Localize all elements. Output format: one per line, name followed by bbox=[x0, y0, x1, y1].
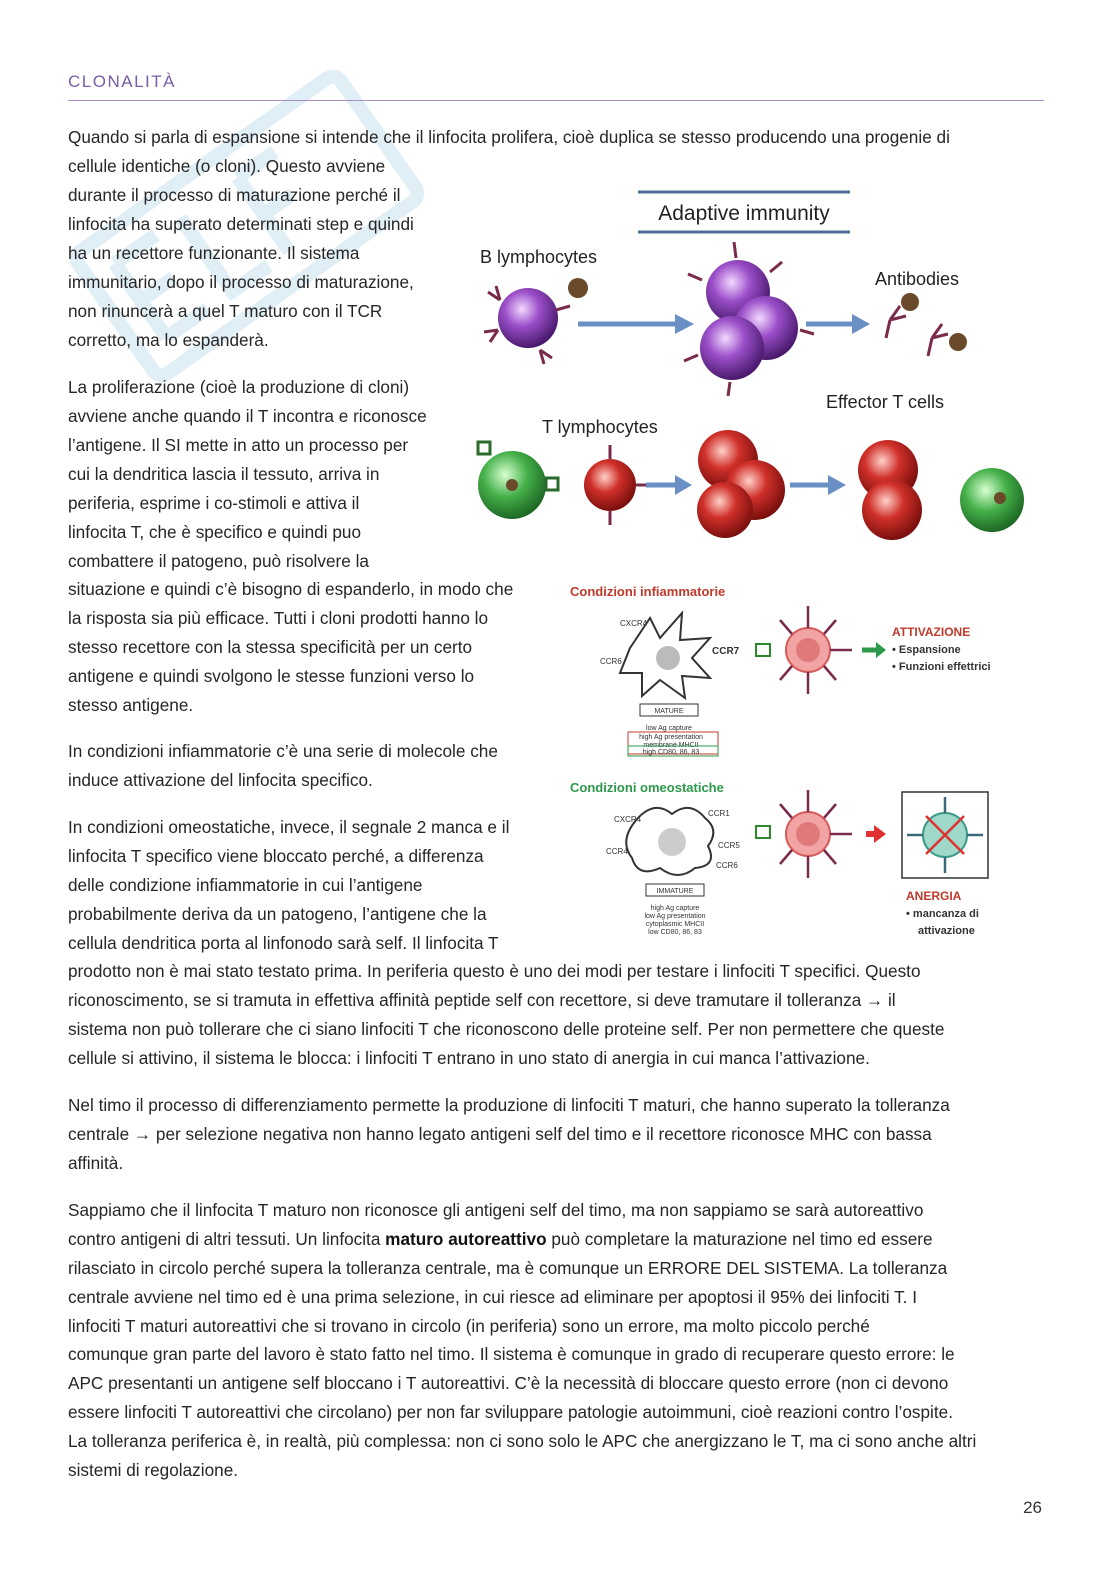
t-cell-clones bbox=[697, 430, 785, 538]
arrow-icon bbox=[790, 475, 846, 495]
text-line: prodotto non è mai stato testato prima. In periferia questo è uno dei modi per testare i linfociti T specifici. Questo bbox=[68, 961, 921, 981]
conditions-figure bbox=[560, 578, 1030, 950]
t-lymphocytes-label: T lymphocytes bbox=[542, 417, 658, 437]
text-line: linfocita ha superato determinati step e quindi bbox=[68, 214, 414, 234]
bullet-text: attivazione bbox=[918, 925, 975, 937]
anergic-t-cell bbox=[902, 792, 988, 878]
text-line: ha un recettore funzionante. Il sistema bbox=[68, 243, 360, 263]
text-line: delle condizione infiammatorie in cui l’antigene bbox=[68, 875, 423, 895]
text-line: cellule identiche (o cloni). Questo avviene bbox=[68, 156, 386, 176]
text-line: non rinuncerà a quel T maturo con il TCR bbox=[68, 301, 383, 321]
text-line bbox=[68, 1225, 933, 1254]
anergia-label: ANERGIA bbox=[906, 889, 962, 903]
text-line: antigene e quindi svolgono le stesse funzioni verso lo bbox=[68, 666, 475, 686]
text-line: centrale avviene nel timo ed è una prima selezione, in cui riesce ad eliminare per apoptosi il 95% dei linfociti T. I bbox=[68, 1287, 918, 1307]
text-line: linfocita T specifico viene bloccato perché, a differenza bbox=[68, 846, 484, 866]
text-line: stesso recettore con la stessa specificità per un certo bbox=[68, 637, 473, 657]
t-cell bbox=[584, 445, 650, 525]
text-line: In condizioni infiammatorie c’è una serie di molecole che bbox=[68, 741, 498, 761]
text-line: APC presentanti un antigene self bloccano i T autoreattivi. C’è la necessità di bloccare questo errore (non ci devono bbox=[68, 1373, 949, 1393]
text-line: stesso antigene. bbox=[68, 695, 194, 715]
attivazione-label: ATTIVAZIONE bbox=[892, 625, 971, 639]
info-line: high CD80, 86, 83 bbox=[642, 749, 700, 756]
arrow-icon bbox=[646, 475, 692, 495]
info-line: low CD80, 86, 83 bbox=[648, 929, 702, 936]
text-line: probabilmente deriva da un patogeno, l’antigene che la bbox=[68, 904, 487, 924]
text-line: Quando si parla di espansione si intende che il linfocita prolifera, cioè duplica se stesso producendo una progenie di bbox=[68, 127, 950, 147]
bullet-item: • Espansione bbox=[892, 644, 961, 656]
antibodies bbox=[886, 293, 967, 356]
receptor-label: CCR4 bbox=[606, 847, 628, 856]
text-line: comunque gran parte del lavoro è stato fatto nel timo. Il sistema è comunque in grado di recuperare questo errore: le bbox=[68, 1344, 955, 1364]
effector-t-cells bbox=[858, 440, 922, 540]
infiammatorie-title: Condizioni infiammatorie bbox=[570, 584, 726, 599]
text-line: Nel timo il processo di differenziamento permette la produzione di linfociti T maturi, che hanno superato la tolleranza bbox=[68, 1095, 950, 1115]
arrow-icon bbox=[578, 314, 694, 334]
text-line: induce attivazione del linfocita specifico. bbox=[68, 770, 373, 790]
dendritic-cell bbox=[478, 442, 558, 519]
receptor-label: CCR1 bbox=[708, 809, 730, 818]
mature-info-box bbox=[628, 704, 718, 756]
text-span: può completare la maturazione nel timo ed essere bbox=[546, 1229, 933, 1249]
text-line: periferia, esprime i co-stimoli e attiva il bbox=[68, 493, 360, 513]
effector-t-label: Effector T cells bbox=[826, 392, 945, 412]
text-line: l’antigene. Il SI mette in atto un processo per bbox=[68, 435, 409, 455]
text-line: cellula dendritica porta al linfonodo sarà self. Il linfocita T bbox=[68, 933, 499, 953]
title-box bbox=[638, 192, 850, 232]
info-line: high Ag presentation bbox=[639, 734, 703, 741]
dendritic-cell bbox=[960, 468, 1024, 532]
receptor-label: CXCR4 bbox=[614, 815, 642, 824]
text-line: La tolleranza periferica è, in realtà, più complessa: non ci sono solo le APC che anergizzano le T, ma ci sono anche altri bbox=[68, 1431, 977, 1451]
text-line: affinità. bbox=[68, 1153, 124, 1173]
text-line: situazione e quindi c’è bisogno di espanderlo, in modo che bbox=[68, 579, 514, 599]
t-cell-blocked bbox=[756, 790, 852, 878]
page-number: 26 bbox=[1023, 1498, 1042, 1517]
text-line: linfociti T maturi autoreattivi che si trovano in circolo (in periferia) sono un errore, ma molto piccolo perché bbox=[68, 1316, 870, 1336]
bullet-item: • mancanza di bbox=[906, 908, 979, 920]
t-cell-activated bbox=[756, 606, 852, 694]
figure-title: Adaptive immunity bbox=[658, 202, 830, 225]
text-line: durante il processo di maturazione perché il bbox=[68, 185, 401, 205]
text-line: cellule si attivino, il sistema le blocca: i linfociti T entrano in uno stato di anergia in cui manca l’attivazione. bbox=[68, 1048, 870, 1068]
text-line: corretto, ma lo espanderà. bbox=[68, 330, 269, 350]
receptor-label: CCR5 bbox=[718, 841, 740, 850]
text-line: sistemi di regolazione. bbox=[68, 1460, 239, 1480]
bullet-item: • Funzioni effettrici bbox=[892, 661, 991, 673]
page-header bbox=[68, 70, 1044, 101]
text-span: contro antigeni di altri tessuti. Un linfocita bbox=[68, 1229, 386, 1249]
receptor-label: CCR7 bbox=[712, 646, 740, 657]
receptor-label: CCR6 bbox=[600, 657, 622, 666]
box-label: MATURE bbox=[654, 708, 684, 715]
arrow-icon bbox=[862, 642, 886, 658]
b-cell bbox=[484, 278, 588, 364]
info-line: cytoplasmic MHCII bbox=[645, 921, 705, 928]
text-line: rilasciato in circolo perché supera la tolleranza centrale, ma è comunque un ERRORE DEL SISTEMA. La tolleranza bbox=[68, 1258, 948, 1278]
text-line: linfocita T, che è specifico e quindi puo bbox=[68, 522, 362, 542]
text-line: La proliferazione (cioè la produzione di cloni) bbox=[68, 377, 410, 397]
arrow-icon bbox=[866, 825, 886, 843]
text-line: sistema non può tollerare che ci siano linfociti T che riconoscono delle proteine self. Per non permettere che queste bbox=[68, 1019, 945, 1039]
receptor-label: CXCR4 bbox=[620, 619, 648, 628]
text-line: cui la dendritica lascia il tessuto, arriva in bbox=[68, 464, 380, 484]
bold-term: maturo autoreattivo bbox=[385, 1229, 547, 1249]
text-line: In condizioni omeostatiche, invece, il segnale 2 manca e il bbox=[68, 817, 510, 837]
info-line: low Ag capture bbox=[646, 725, 692, 732]
text-line: immunitario, dopo il processo di maturazione, bbox=[68, 272, 414, 292]
immature-info-box bbox=[644, 884, 705, 936]
receptor-label: CCR6 bbox=[716, 861, 738, 870]
omeostatiche-title: Condizioni omeostatiche bbox=[570, 780, 724, 795]
adaptive-immunity-figure bbox=[470, 180, 1040, 555]
box-label: IMMATURE bbox=[656, 888, 694, 895]
b-cell-clones bbox=[684, 242, 814, 396]
text-line: combattere il patogeno, può risolvere la bbox=[68, 551, 369, 571]
text-line: essere linfociti T autoreattivi che circolano) per non far sviluppare patologie autoimmuni, cioè reazioni contro l’ospite. bbox=[68, 1402, 953, 1422]
text-line: Sappiamo che il linfocita T maturo non riconosce gli antigeni self del timo, ma non sappiamo se sarà autoreattivo bbox=[68, 1200, 924, 1220]
antibodies-label: Antibodies bbox=[875, 269, 960, 289]
info-line: membrane MHCII bbox=[643, 742, 699, 749]
section-title: CLONALITÀ bbox=[68, 72, 176, 91]
b-lymphocytes-label: B lymphocytes bbox=[480, 247, 598, 267]
info-line: high Ag capture bbox=[650, 905, 700, 912]
text-line: avviene anche quando il T incontra e riconosce bbox=[68, 406, 427, 426]
text-line: la risposta sia più efficace. Tutti i cloni prodotti hanno lo bbox=[68, 608, 489, 628]
text-line: centrale → per selezione negativa non hanno legato antigeni self del timo e il recettore riconosce MHC con bassa bbox=[68, 1124, 932, 1144]
info-line: low Ag presentation bbox=[644, 913, 706, 920]
text-line: riconoscimento, se si tramuta in effettiva affinità peptide self con recettore, si deve tramutare il tolleranza → il bbox=[68, 990, 896, 1010]
arrow-icon bbox=[806, 314, 870, 334]
